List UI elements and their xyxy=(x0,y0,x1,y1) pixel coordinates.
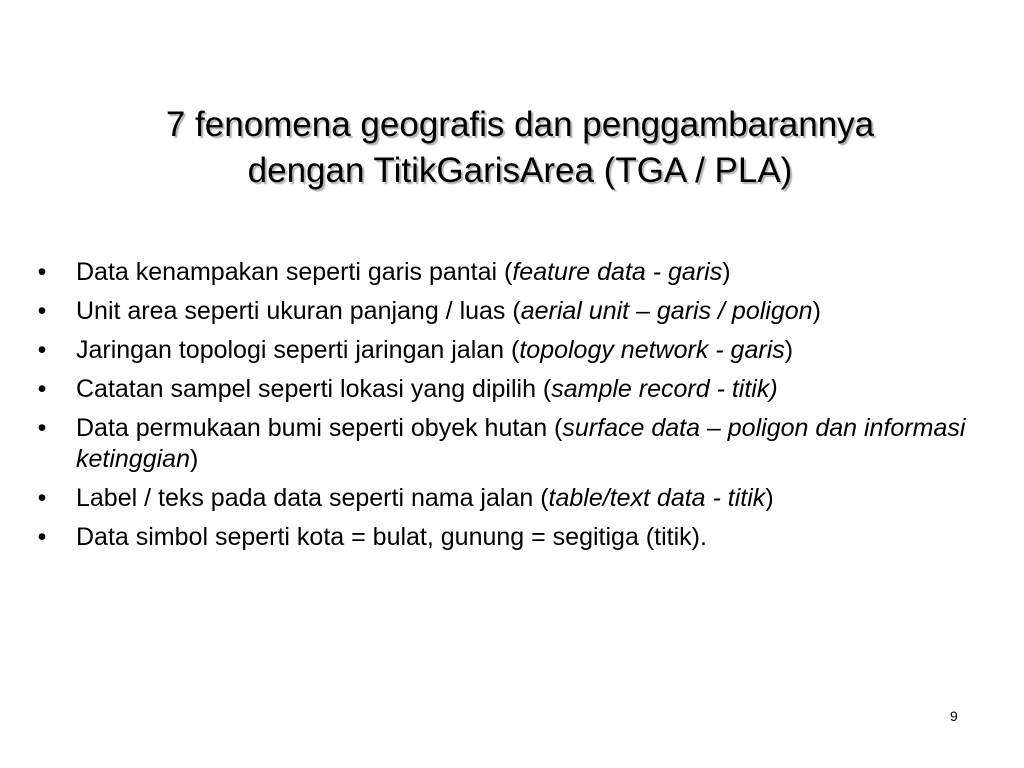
bullet-marker: • xyxy=(37,336,47,364)
bullet-text xyxy=(76,414,965,473)
bullet-text-run: Catatan sampel seperti lokasi yang dipilih ( xyxy=(76,375,552,403)
bullet-text-italic: sample record - titik) xyxy=(551,375,778,403)
bullet-text-run: Jaringan topologi seperti jaringan jalan ( xyxy=(76,336,520,364)
bullet-text xyxy=(76,375,778,403)
bullet-item xyxy=(32,413,977,475)
bullet-text-run: ) xyxy=(722,258,731,286)
bullet-item xyxy=(32,335,977,366)
bullet-item xyxy=(32,483,977,514)
bullet-list xyxy=(32,257,977,561)
bullet-text-run: Data kenampakan seperti garis pantai ( xyxy=(76,258,513,286)
bullet-text-run: ) xyxy=(812,297,821,325)
bullet-text-italic: feature data - garis xyxy=(512,258,723,286)
slide-title xyxy=(90,102,950,194)
bullet-text-run: ) xyxy=(784,336,794,364)
bullet-marker: • xyxy=(37,297,47,325)
slide-title-line-1: 7 fenomena geografis dan penggambarannya xyxy=(165,105,875,144)
bullet-text xyxy=(76,336,793,364)
bullet-item xyxy=(32,522,977,553)
bullet-text-italic: aerial unit – garis / poligon xyxy=(520,297,813,325)
bullet-marker: • xyxy=(37,484,47,512)
bullet-text-italic: table/text data - titik xyxy=(548,484,766,512)
bullet-text-italic: surface data – poligon dan informasi ketinggian xyxy=(76,414,966,473)
bullet-text xyxy=(76,484,774,512)
bullet-marker: • xyxy=(37,414,47,442)
bullet-item xyxy=(32,296,977,327)
bullet-item xyxy=(32,374,977,405)
bullet-text xyxy=(76,258,731,286)
bullet-text-run: Data simbol seperti kota = bulat, gunung = segitiga (titik). xyxy=(76,523,707,551)
bullet-text-run: Label / teks pada data seperti nama jalan ( xyxy=(76,484,549,512)
bullet-marker: • xyxy=(37,523,47,551)
bullet-text xyxy=(76,523,707,551)
bullet-text-run: Unit area seperti ukuran panjang / luas ( xyxy=(76,297,521,325)
bullet-text-italic: topology network - garis xyxy=(519,336,785,364)
bullet-text-run: ) xyxy=(765,484,774,512)
bullet-marker: • xyxy=(37,375,47,403)
bullet-text-run: ) xyxy=(189,445,199,473)
slide-title-line-2: dengan TitikGarisArea (TGA / PLA) xyxy=(247,151,793,190)
bullet-text xyxy=(76,297,821,325)
bullet-marker: • xyxy=(37,258,47,286)
page-number: 9 xyxy=(950,708,958,724)
bullet-item xyxy=(32,257,977,288)
bullet-text-run: Data permukaan bumi seperti obyek hutan ( xyxy=(76,414,563,442)
